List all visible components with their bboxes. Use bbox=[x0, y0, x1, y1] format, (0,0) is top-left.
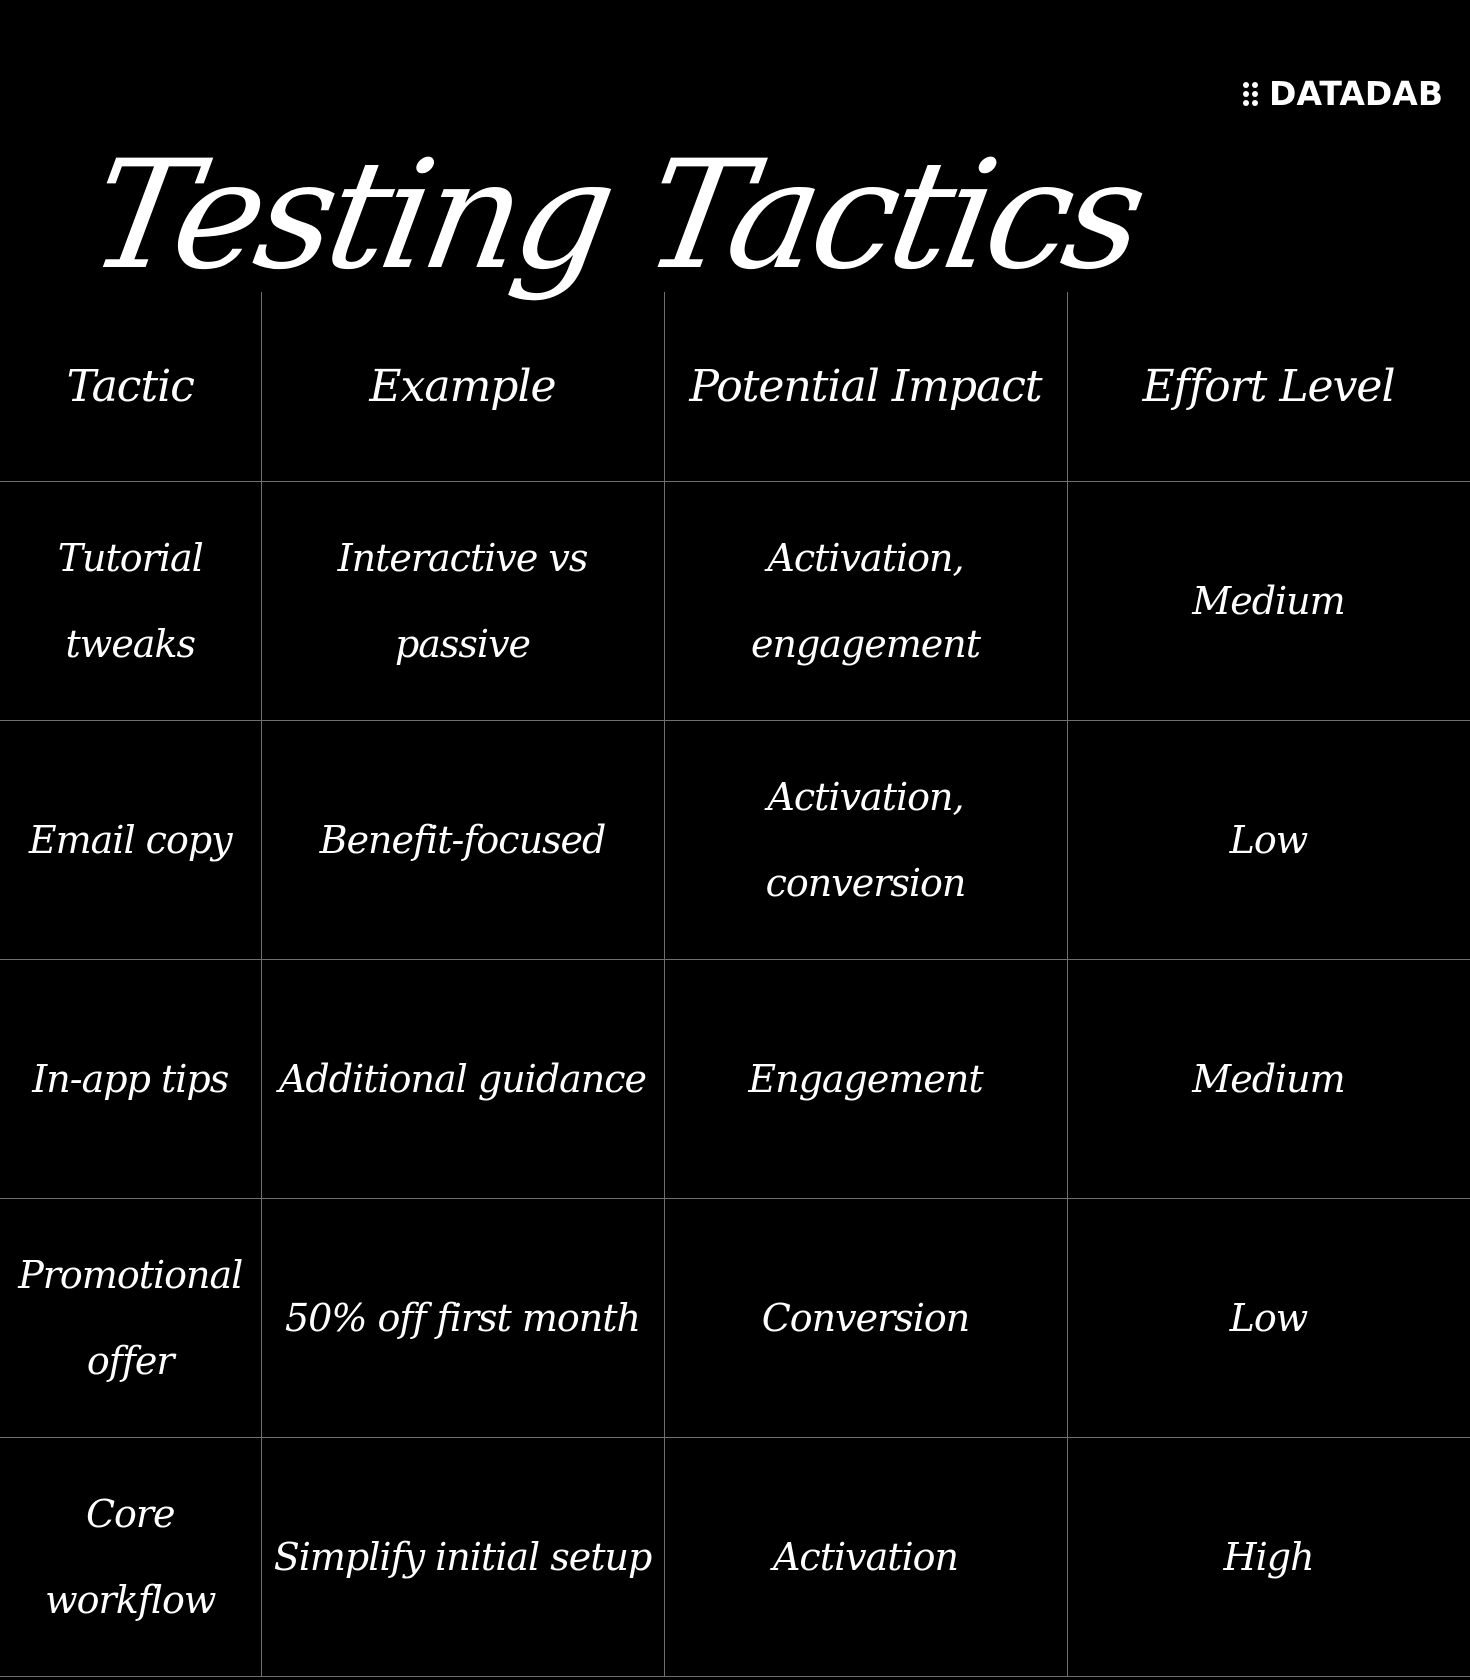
header-potential-impact: Potential Impact bbox=[664, 292, 1067, 482]
cell-impact: Activation bbox=[664, 1438, 1067, 1677]
cell-example: Additional guidance bbox=[261, 960, 664, 1199]
cell-tactic: Tutorial tweaks bbox=[0, 482, 261, 721]
cell-impact: Activation, engagement bbox=[664, 482, 1067, 721]
cell-effort: High bbox=[1067, 1438, 1470, 1677]
dot-grid-icon bbox=[1243, 80, 1263, 108]
cell-effort: Medium bbox=[1067, 960, 1470, 1199]
table-row bbox=[0, 1438, 1470, 1677]
tactics-table bbox=[0, 292, 1470, 1677]
cell-effort: Low bbox=[1067, 1199, 1470, 1438]
cell-tactic: Core workflow bbox=[0, 1438, 261, 1677]
cell-effort: Medium bbox=[1067, 482, 1470, 721]
page-title: Testing Tactics bbox=[78, 128, 1153, 303]
cell-impact: Conversion bbox=[664, 1199, 1067, 1438]
cell-effort: Low bbox=[1067, 721, 1470, 960]
cell-example: Simplify initial setup bbox=[261, 1438, 664, 1677]
brand-logo bbox=[1243, 74, 1443, 114]
header-effort-level: Effort Level bbox=[1067, 292, 1470, 482]
cell-tactic: Email copy bbox=[0, 721, 261, 960]
table-row bbox=[0, 960, 1470, 1199]
table-row bbox=[0, 1199, 1470, 1438]
cell-tactic: Promotional offer bbox=[0, 1199, 261, 1438]
cell-impact: Engagement bbox=[664, 960, 1067, 1199]
header-tactic: Tactic bbox=[0, 292, 261, 482]
cell-tactic: In-app tips bbox=[0, 960, 261, 1199]
cell-example: Benefit-focused bbox=[261, 721, 664, 960]
cell-impact: Activation, conversion bbox=[664, 721, 1067, 960]
table-header-row bbox=[0, 292, 1470, 482]
brand-name: DATADAB bbox=[1269, 74, 1443, 113]
table-row bbox=[0, 721, 1470, 960]
cell-example: Interactive vs passive bbox=[261, 482, 664, 721]
cell-example: 50% off first month bbox=[261, 1199, 664, 1438]
table-row bbox=[0, 482, 1470, 721]
header-example: Example bbox=[261, 292, 664, 482]
